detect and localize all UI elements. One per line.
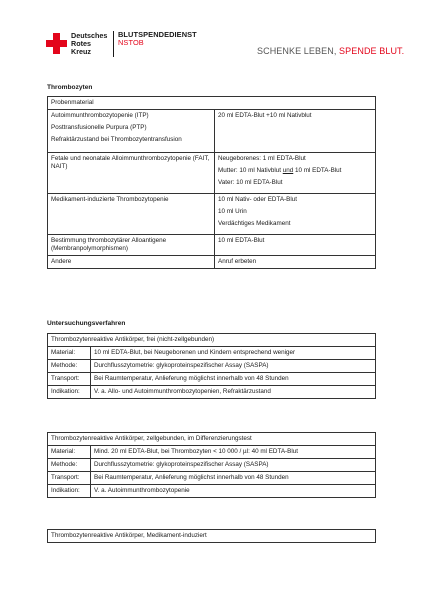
procedure-table-3: [47, 529, 376, 543]
table-cell-material: [215, 153, 376, 194]
row-value: Durchflusszytometrie: glykoproteinspezifischer Assay (SASPA): [91, 360, 376, 373]
row-value: Durchflusszytometrie: glykoproteinspezifischer Assay (SASPA): [91, 459, 376, 472]
table-cell-diagnosis: [48, 153, 215, 194]
row-value: 10 ml EDTA-Blut, bei Neugeborenen und Kindern entsprechend weniger: [91, 347, 376, 360]
procedure-table-2: [47, 432, 376, 498]
procedure-heading: Thrombozytenreaktive Antikörper, zellgebunden, im Differenzierungstest: [48, 433, 376, 446]
table-header-row: [48, 97, 376, 110]
slogan-highlight: SPENDE BLUT.: [339, 46, 405, 56]
service-region: NSTOB: [118, 38, 144, 47]
row-label: Transport:: [48, 373, 91, 386]
table-row: [48, 360, 376, 373]
slogan: [257, 46, 404, 56]
table-row: [48, 485, 376, 498]
table-cell-diagnosis: [48, 194, 215, 235]
procedure-heading: Thrombozytenreaktive Antikörper, Medikament-induziert: [48, 530, 376, 543]
table-row: [48, 256, 376, 269]
material-text: Mutter: 10 ml Nativblut und 10 ml EDTA-Blut: [218, 167, 342, 174]
table-header-cell: Probenmaterial: [48, 97, 376, 110]
probenmaterial-table: [47, 96, 376, 269]
row-value: V. a. Autoimmunthrombozytopenie: [91, 485, 376, 498]
table-cell-material: [215, 110, 376, 153]
diagnosis-text: Medikament-induzierte Thrombozytopenie: [51, 196, 169, 203]
org-line-2: Rotes: [71, 39, 91, 48]
row-value: Bei Raumtemperatur, Anlieferung möglichst innerhalb von 48 Stunden: [91, 373, 376, 386]
row-label: Transport:: [48, 472, 91, 485]
table-row: [48, 347, 376, 360]
red-cross-logo-icon: [46, 33, 67, 54]
row-label: Indikation:: [48, 386, 91, 399]
table-row: [48, 235, 376, 256]
row-label: Material:: [48, 446, 91, 459]
table-cell-diagnosis: [48, 256, 215, 269]
diagnosis-text: Refraktärzustand bei Thrombozytentransfusion: [51, 136, 182, 143]
material-text: 10 ml Nativ- oder EDTA-Blut: [218, 196, 297, 203]
row-label: Material:: [48, 347, 91, 360]
page-header: [0, 0, 424, 72]
org-line-1: Deutsches: [71, 31, 108, 40]
procedure-table-1: [47, 333, 376, 399]
row-label: Methode:: [48, 360, 91, 373]
procedure-heading-row: [48, 433, 376, 446]
org-name: [71, 32, 107, 56]
diagnosis-text: Posttransfusionelle Purpura (PTP): [51, 124, 147, 131]
table-row: [48, 446, 376, 459]
material-text: 20 ml EDTA-Blut +10 ml Nativblut: [218, 112, 312, 119]
section-title-untersuchungsverfahren: Untersuchungsverfahren: [47, 320, 126, 327]
row-value: Bei Raumtemperatur, Anlieferung möglichst innerhalb von 48 Stunden: [91, 472, 376, 485]
table-cell-material: [215, 256, 376, 269]
slogan-prefix: SCHENKE LEBEN,: [257, 46, 340, 56]
row-value: Mind. 20 ml EDTA-Blut, bei Thrombozyten < 10 000 / µl: 40 ml EDTA-Blut: [91, 446, 376, 459]
table-row: [48, 194, 376, 235]
procedure-heading-row: [48, 530, 376, 543]
table-row: [48, 459, 376, 472]
diagnosis-text: Fetale und neonatale Alloimmunthrombozytopenie (FAIT, NAIT): [51, 155, 210, 170]
row-label: Indikation:: [48, 485, 91, 498]
section-title-thrombozyten: Thrombozyten: [47, 84, 93, 91]
table-cell-diagnosis: [48, 110, 215, 153]
row-value: V. a. Allo- und Autoimmunthrombozytopenien, Refraktärzustand: [91, 386, 376, 399]
material-text: Anruf erbeten: [218, 258, 257, 265]
material-text: 10 ml EDTA-Blut: [218, 237, 265, 244]
table-row: [48, 472, 376, 485]
table-row: [48, 373, 376, 386]
diagnosis-text: Bestimmung thrombozytärer Alloantigene (Membranpolymorphismen): [51, 237, 167, 252]
table-row: [48, 153, 376, 194]
table-cell-material: [215, 235, 376, 256]
material-text: Verdächtiges Medikament: [218, 220, 291, 227]
service-name: BLUTSPENDEDIENST: [118, 30, 197, 39]
service-name-block: [118, 31, 197, 47]
diagnosis-text: Andere: [51, 258, 72, 265]
procedure-heading: Thrombozytenreaktive Antikörper, frei (nicht-zellgebunden): [48, 334, 376, 347]
row-label: Methode:: [48, 459, 91, 472]
material-text: Vater: 10 ml EDTA-Blut: [218, 179, 283, 186]
header-divider: [113, 31, 114, 57]
emphasis-und: und: [282, 167, 294, 174]
material-text: 10 ml Urin: [218, 208, 247, 215]
table-cell-material: [215, 194, 376, 235]
material-text: Neugeborenes: 1 ml EDTA-Blut: [218, 155, 306, 162]
table-row: [48, 386, 376, 399]
table-row: [48, 110, 376, 153]
table-cell-diagnosis: [48, 235, 215, 256]
procedure-heading-row: [48, 334, 376, 347]
org-line-3: Kreuz: [71, 47, 91, 56]
diagnosis-text: Autoimmunthrombozytopenie (ITP): [51, 112, 149, 119]
